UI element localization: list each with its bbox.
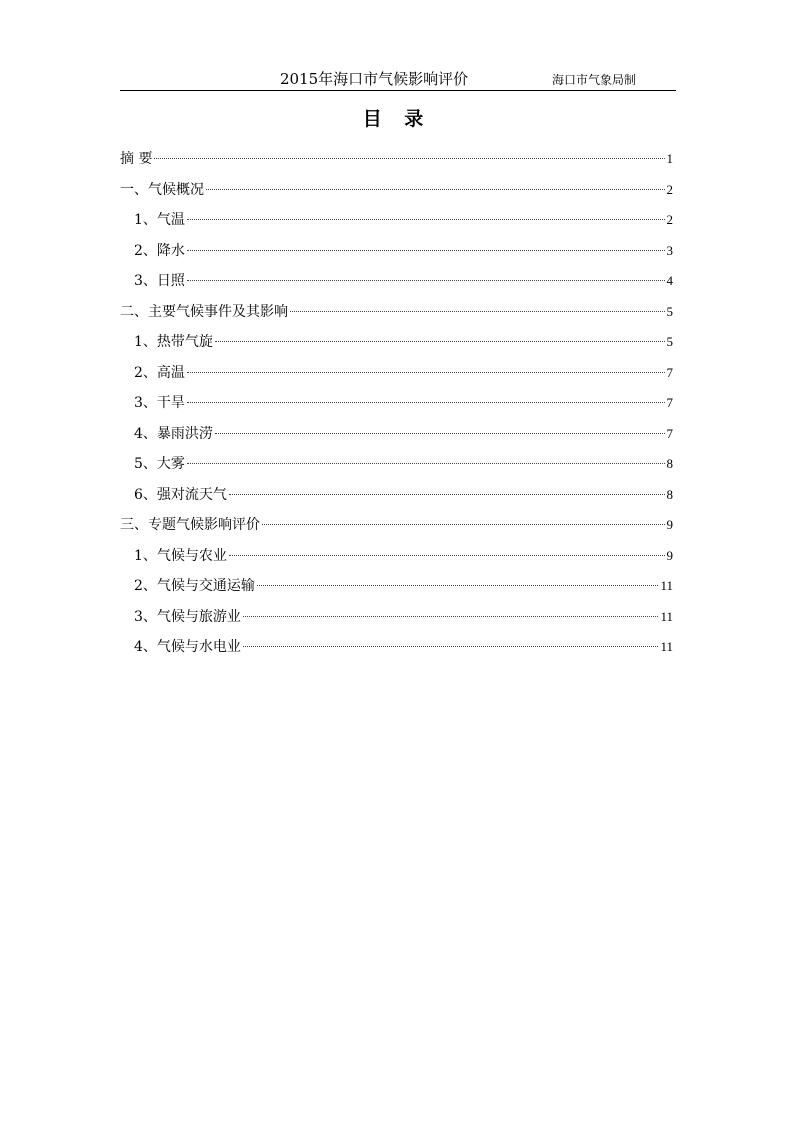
toc-entry[interactable] — [120, 297, 673, 328]
table-of-contents — [120, 144, 673, 663]
toc-entry-label: 2、高温 — [134, 364, 185, 381]
toc-entry-label: 2、气候与交通运输 — [134, 578, 255, 594]
toc-entry-page-number: 7 — [666, 395, 673, 410]
toc-dot-leader — [187, 463, 665, 464]
toc-title: 目 录 — [362, 108, 432, 130]
toc-dot-leader — [206, 189, 665, 190]
toc-entry[interactable] — [120, 449, 673, 480]
toc-entry-page-number: 1 — [666, 151, 673, 166]
toc-entry-page-number: 8 — [666, 486, 673, 502]
toc-entry-label: 二、主要气候事件及其影响 — [120, 303, 288, 320]
toc-entry[interactable] — [120, 266, 673, 297]
toc-dot-leader — [243, 616, 659, 617]
toc-entry[interactable] — [120, 541, 673, 572]
toc-dot-leader — [187, 250, 665, 251]
toc-dot-leader — [257, 585, 659, 586]
toc-entry-page-number: 8 — [666, 456, 673, 471]
toc-entry-label: 5、大雾 — [134, 456, 185, 472]
toc-entry-page-number: 7 — [666, 425, 673, 441]
toc-dot-leader — [187, 280, 665, 281]
toc-entry-label: 三、专题气候影响评价 — [120, 517, 260, 533]
toc-entry-label: 6、强对流天气 — [134, 486, 227, 503]
toc-entry-page-number: 7 — [666, 364, 673, 380]
page-header — [120, 66, 676, 91]
toc-dot-leader — [262, 524, 665, 525]
toc-entry-label: 1、气温 — [134, 212, 185, 228]
toc-entry-page-number: 9 — [666, 517, 673, 532]
toc-entry[interactable] — [120, 602, 673, 633]
toc-entry[interactable] — [120, 632, 673, 663]
toc-entry-page-number: 4 — [666, 273, 673, 288]
header-organization: 海口市气象局制 — [551, 73, 636, 87]
toc-entry-page-number: 9 — [666, 547, 673, 563]
toc-dot-leader — [187, 372, 665, 373]
toc-entry[interactable] — [120, 144, 673, 175]
toc-entry-label: 2、降水 — [134, 242, 185, 259]
toc-entry-label: 摘 要 — [120, 151, 153, 167]
toc-dot-leader — [215, 341, 665, 342]
toc-dot-leader — [215, 433, 665, 434]
toc-entry-label: 4、气候与水电业 — [134, 639, 241, 655]
toc-entry[interactable] — [120, 419, 673, 450]
toc-entry[interactable] — [120, 388, 673, 419]
toc-entry-page-number: 11 — [660, 578, 673, 593]
toc-entry-page-number: 5 — [666, 334, 673, 349]
toc-entry[interactable] — [120, 327, 673, 358]
toc-entry[interactable] — [120, 571, 673, 602]
toc-entry[interactable] — [120, 358, 673, 389]
toc-dot-leader — [187, 219, 665, 220]
toc-entry-label: 一、气候概况 — [120, 181, 204, 198]
toc-entry-label: 3、气候与旅游业 — [134, 608, 241, 625]
toc-entry-page-number: 3 — [666, 242, 673, 258]
toc-entry-label: 3、干旱 — [134, 395, 185, 411]
toc-entry-label: 3、日照 — [134, 273, 185, 289]
toc-entry-page-number: 5 — [666, 303, 673, 319]
toc-entry-label: 4、暴雨洪涝 — [134, 425, 213, 442]
header-title: 2015年海口市气候影响评价 — [280, 70, 469, 88]
toc-dot-leader — [243, 646, 659, 647]
toc-dot-leader — [290, 311, 665, 312]
toc-entry-label: 1、热带气旋 — [134, 334, 213, 350]
toc-entry[interactable] — [120, 175, 673, 206]
toc-entry-page-number: 2 — [666, 181, 673, 197]
toc-dot-leader — [229, 494, 665, 495]
toc-dot-leader — [229, 555, 665, 556]
toc-entry-label: 1、气候与农业 — [134, 547, 227, 564]
toc-entry[interactable] — [120, 480, 673, 511]
toc-entry[interactable] — [120, 236, 673, 267]
toc-entry-page-number: 2 — [666, 212, 673, 227]
toc-entry[interactable] — [120, 510, 673, 541]
toc-entry[interactable] — [120, 205, 673, 236]
toc-entry-page-number: 11 — [660, 608, 673, 624]
toc-dot-leader — [187, 402, 665, 403]
toc-entry-page-number: 11 — [660, 639, 673, 654]
toc-dot-leader — [154, 158, 664, 159]
